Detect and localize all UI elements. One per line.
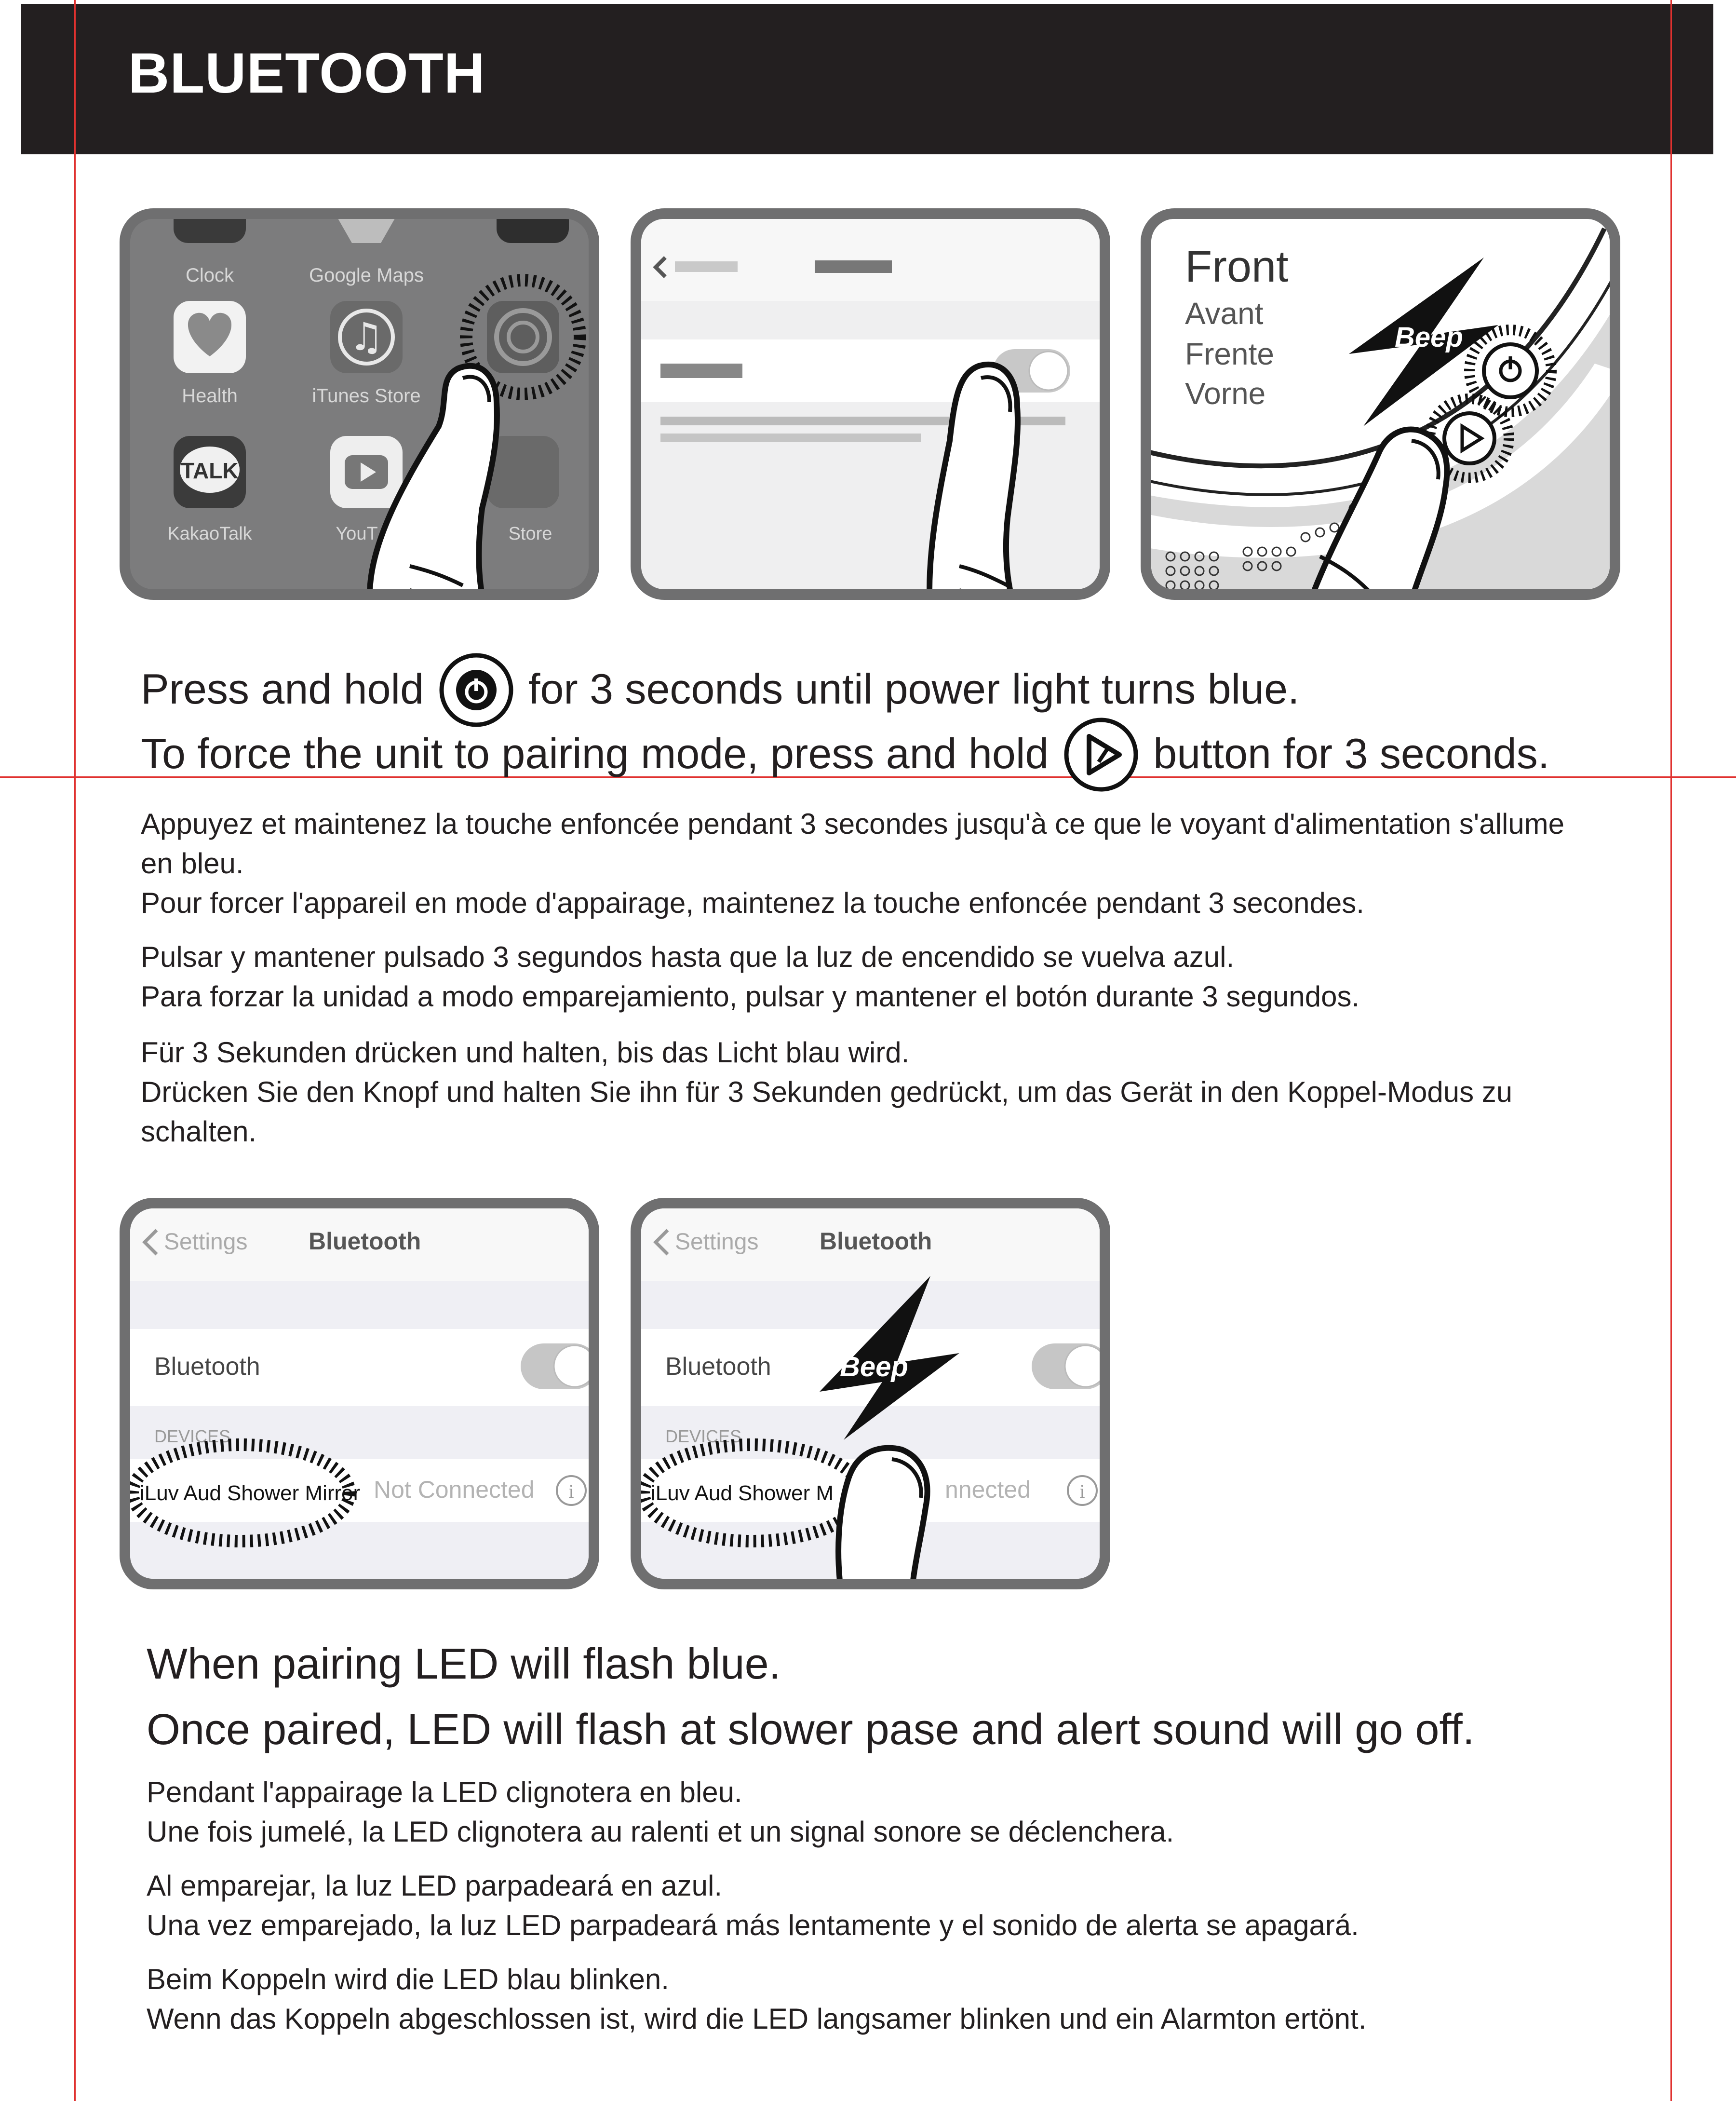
bt1-title: Bluetooth xyxy=(309,1228,421,1255)
home-screen-panel xyxy=(120,208,599,600)
section1-de-2: Drücken Sie den Knopf und halten Sie ihn für 3 Sekunden gedrückt, um das Gerät in den Koppel-Modus zu xyxy=(141,1076,1513,1108)
section2-fr-2: Une fois jumelé, la LED clignotera au ralenti et un signal sonore se déclenchera. xyxy=(147,1816,1174,1848)
guide-line-left xyxy=(74,0,76,2101)
bt-device-list-panel xyxy=(120,1198,599,1589)
section1-de-3: schalten. xyxy=(141,1115,257,1148)
section1-line1-before: Press and hold xyxy=(141,665,424,713)
bt2-back-label: Settings xyxy=(675,1229,759,1255)
app-label-store: Store xyxy=(508,524,552,544)
app-label-clock: Clock xyxy=(185,265,234,286)
page-title: BLUETOOTH xyxy=(128,41,486,105)
section1-es-2: Para forzar la unidad a modo emparejamiento, pulsar y mantener el botón durante 3 segundos. xyxy=(141,980,1360,1013)
section1-line1-after: for 3 seconds until power light turns blue. xyxy=(528,665,1300,713)
bt1-row-label: Bluetooth xyxy=(154,1353,260,1381)
svg-text:i: i xyxy=(1079,1480,1085,1502)
settings-toggle-panel xyxy=(631,208,1110,600)
bt2-devices-header: DEVICES xyxy=(665,1426,742,1446)
section2-es-2: Una vez emparejado, la luz LED parpadeará más lentamente y el sonido de alerta se apagará. xyxy=(147,1909,1359,1941)
device-front-panel xyxy=(1141,208,1620,600)
pairing-icon xyxy=(1063,716,1140,793)
talk-label: TALK xyxy=(181,458,239,483)
bt1-device-status: Not Connected xyxy=(374,1476,535,1503)
section1-line2-after: button for 3 seconds. xyxy=(1153,730,1550,777)
section2-es-1: Al emparejar, la luz LED parpadeará en azul. xyxy=(147,1870,723,1902)
bt2-device-name: iLuv Aud Shower M xyxy=(651,1481,834,1505)
bt2-title: Bluetooth xyxy=(820,1228,932,1255)
section1-es-1: Pulsar y mantener pulsado 3 segundos hasta que la luz de encendido se vuelva azul. xyxy=(141,941,1235,973)
front-label-es: Frente xyxy=(1185,337,1274,371)
section1-line2-before: To force the unit to pairing mode, press and hold xyxy=(141,730,1049,777)
beep-label: Beep xyxy=(1395,322,1463,353)
section2-line2: Once paired, LED will flash at slower pase and alert sound will go off. xyxy=(147,1706,1475,1754)
power-button-icon xyxy=(1484,344,1537,397)
app-label-google-maps: Google Maps xyxy=(309,265,424,286)
section1-fr-2: en bleu. xyxy=(141,847,244,880)
home-screen-illustration xyxy=(130,219,599,600)
section1-fr-1: Appuyez et maintenez la touche enfoncée pendant 3 secondes jusqu'à ce que le voyant d'alimentation s'allume xyxy=(141,808,1565,840)
app-label-youtube: YouT xyxy=(336,524,378,544)
app-label-kakaotalk: KakaoTalk xyxy=(167,524,252,544)
bt1-devices-header: DEVICES xyxy=(154,1426,231,1446)
section1-de-1: Für 3 Sekunden drücken und halten, bis das Licht blau wird. xyxy=(141,1036,910,1069)
app-label-health: Health xyxy=(182,385,238,407)
bt2-row-label: Bluetooth xyxy=(665,1353,771,1381)
bt2-beep: Beep xyxy=(840,1351,908,1383)
bt-device-tap-illustration xyxy=(641,1208,1110,1589)
section2-de-1: Beim Koppeln wird die LED blau blinken. xyxy=(147,1963,669,1995)
pair-button-icon xyxy=(1444,413,1494,463)
svg-text:♫: ♫ xyxy=(349,314,384,359)
front-label-de: Vorne xyxy=(1185,376,1266,411)
section1-line2 xyxy=(141,729,1549,778)
front-label-fr: Avant xyxy=(1185,296,1264,331)
section2-line1: When pairing LED will flash blue. xyxy=(147,1640,781,1688)
bt-device-list-illustration xyxy=(130,1208,599,1589)
svg-text:i: i xyxy=(568,1480,574,1502)
bt2-device-status: nnected xyxy=(945,1476,1031,1503)
power-icon xyxy=(438,651,515,729)
device-front-illustration xyxy=(1151,219,1620,600)
bt1-device-name: iLuv Aud Shower Mirror xyxy=(140,1481,361,1505)
app-label-itunes: iTunes Store xyxy=(312,385,421,407)
clock-icon xyxy=(174,219,246,243)
settings-toggle-illustration xyxy=(641,219,1110,600)
section2-fr-1: Pendant l'appairage la LED clignotera en bleu. xyxy=(147,1776,742,1808)
bt-device-tap-panel xyxy=(631,1198,1110,1589)
section2-de-2: Wenn das Koppeln abgeschlossen ist, wird die LED langsamer blinken und ein Alarmton ertönt. xyxy=(147,2003,1367,2035)
guide-line-right xyxy=(1670,0,1672,2101)
front-label: Front xyxy=(1185,242,1289,291)
section1-fr-3: Pour forcer l'appareil en mode d'appairage, maintenez la touche enfoncée pendant 3 secondes. xyxy=(141,887,1364,919)
bt1-back-label: Settings xyxy=(164,1229,248,1255)
section1-line1 xyxy=(141,664,1300,714)
